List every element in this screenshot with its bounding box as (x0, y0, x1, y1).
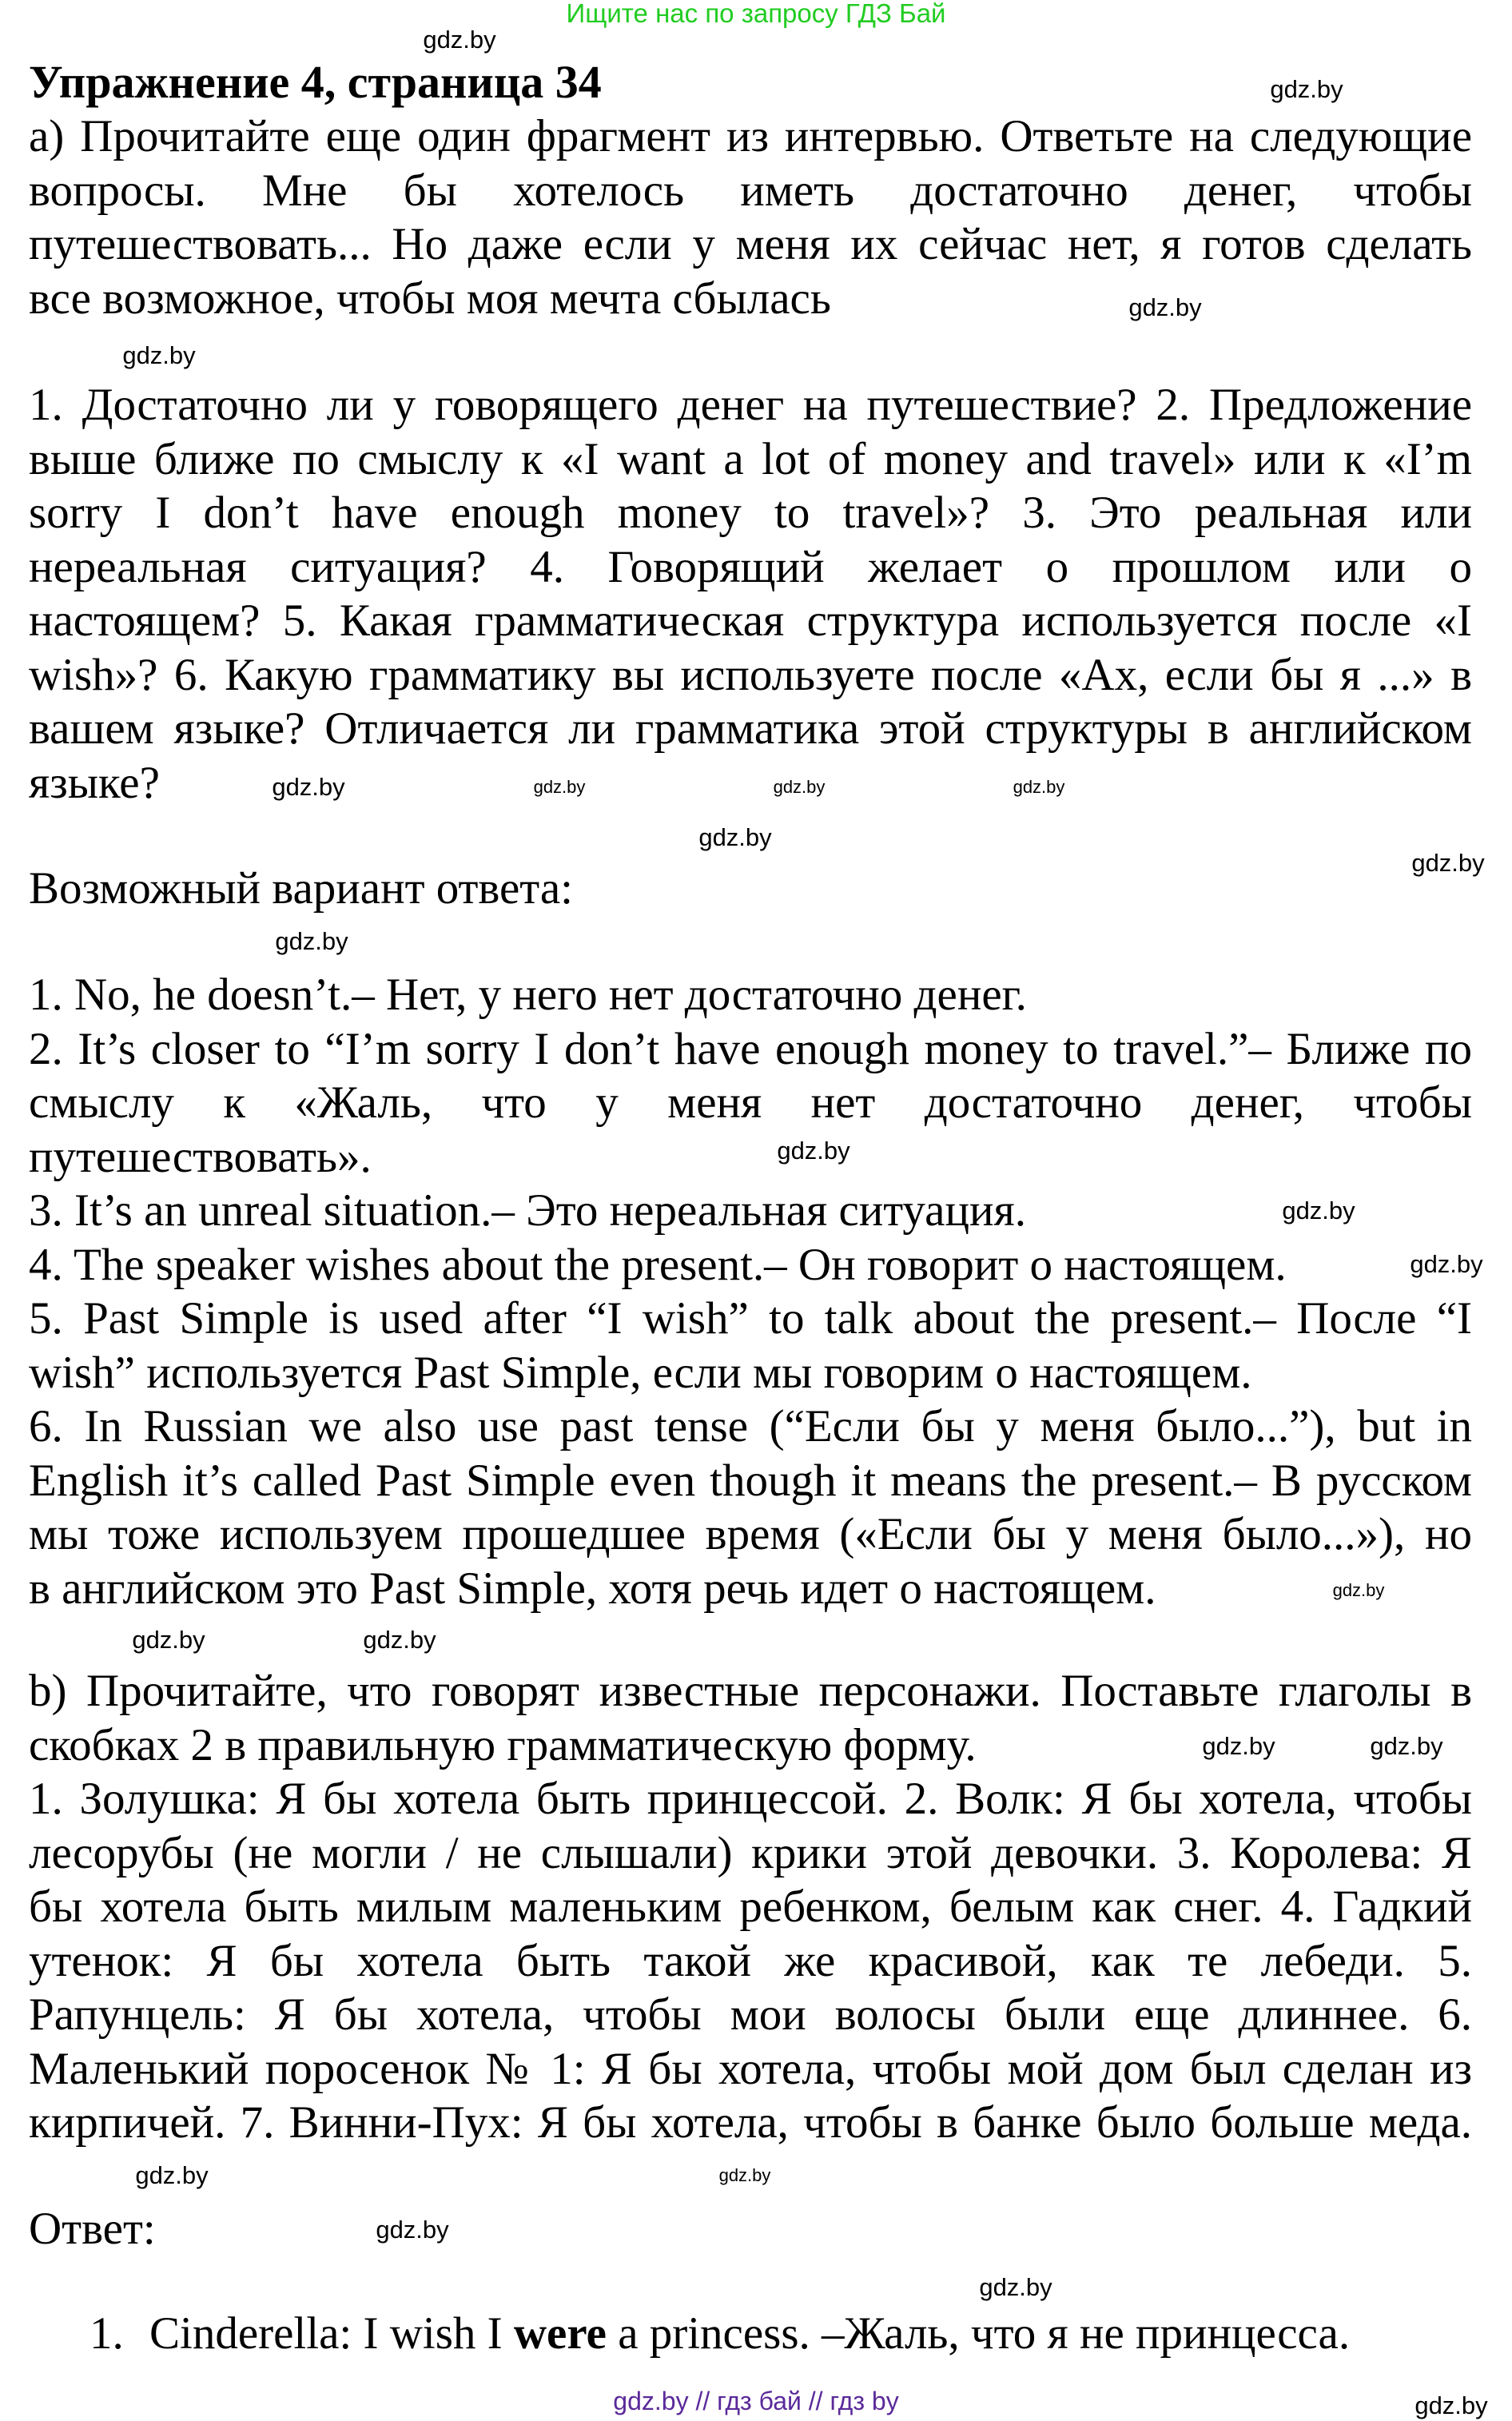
questions-paragraph (29, 378, 1472, 810)
watermark: gdz.by (718, 2165, 771, 2185)
watermark: gdz.by (272, 773, 345, 801)
text-line: wish»? 6. Какую грамматику вы используете после «Ах, если бы я ...» в (29, 649, 1472, 700)
text-line: кирпичей. 7. Винни-Пух: Я бы хотела, чтобы в банке было больше меда. (29, 2097, 1472, 2148)
watermark: gdz.by (135, 2161, 209, 2189)
text-line: путешествовать... Но даже если у меня их сейчас нет, я готов сделать (29, 219, 1472, 269)
text-line: мы тоже используем прошедшее время («Если бы у меня было...»), но (29, 1509, 1472, 1559)
watermark: gdz.by (1410, 1250, 1483, 1278)
text-line: вопросы. Мне бы хотелось иметь достаточно денег, чтобы (29, 165, 1472, 216)
text-line: 4. The speaker wishes about the present.– Он говорит о настоящем. (29, 1239, 1287, 1290)
watermark: gdz.by (363, 1626, 436, 1654)
watermark: gdz.by (1411, 849, 1485, 877)
search-banner[interactable]: Ищите нас по запросу ГДЗ Бай (566, 0, 946, 28)
answer-item (90, 2307, 1350, 2360)
text-line: нереальная ситуация? 4. Говорящий желает о прошлом или о (29, 541, 1472, 592)
watermark: gdz.by (777, 1137, 850, 1165)
task-a-paragraph (29, 110, 1472, 325)
text-line: 2. It’s closer to “I’m sorry I don’t have enough money to travel.”– Ближе по (29, 1023, 1472, 1074)
watermark: gdz.by (132, 1626, 205, 1654)
text-line: English it’s called Past Simple even though it means the present.– В русском (29, 1455, 1472, 1506)
text-line: бы хотела быть милым маленьким ребенком, белым как снег. 4. Гадкий (29, 1881, 1472, 1932)
watermark: gdz.by (533, 777, 586, 797)
watermark: gdz.by (1282, 1197, 1355, 1224)
watermark: gdz.by (1370, 1732, 1443, 1760)
text-line: лесорубы (не могли / не слышали) крики этой девочки. 3. Королева: Я (29, 1827, 1472, 1878)
watermark: gdz.by (1332, 1580, 1385, 1600)
watermark: gdz.by (1415, 2391, 1488, 2419)
text-line: а) Прочитайте еще один фрагмент из интервью. Ответьте на следующие (29, 111, 1472, 161)
watermark: gdz.by (773, 777, 826, 797)
watermark: gdz.by (122, 341, 196, 369)
watermark: gdz.by (275, 927, 348, 955)
answer-label (29, 2202, 1472, 2256)
text-line: b) Прочитайте, что говорят известные персонажи. Поставьте глаголы в (29, 1666, 1472, 1716)
answers-paragraph (29, 968, 1472, 1615)
watermark: gdz.by (423, 26, 496, 54)
answer-item-number: 1. (90, 2308, 124, 2359)
text-line: смыслу к «Жаль, что у меня нет достаточно денег, чтобы (29, 1077, 1472, 1128)
answer-item-translation: a princess. –Жаль, что я не принцесса. (606, 2308, 1351, 2359)
text-line: языке? (29, 757, 160, 808)
text-line: sorry I don’t have enough money to travel»? 3. Это реальная или (29, 488, 1472, 538)
text-line: в английском это Past Simple, хотя речь идет о настоящем. (29, 1563, 1156, 1614)
text-line: Маленький поросенок № 1: Я бы хотела, чтобы мой дом был сделан из (29, 2043, 1472, 2094)
text-line: 3. It’s an unreal situation.– Это нереальная ситуация. (29, 1185, 1026, 1236)
text-line: вашем языке? Отличается ли грамматика этой структуры в английском (29, 703, 1472, 754)
text-line: 1. Достаточно ли у говорящего денег на путешествие? 2. Предложение (29, 380, 1472, 430)
answer-heading (29, 862, 1472, 916)
watermark: gdz.by (1202, 1732, 1275, 1760)
footer-links[interactable]: gdz.by // гдз бай // гдз by (613, 2387, 899, 2415)
text-line: 1. Золушка: Я бы хотела быть принцессой. 2. Волк: Я бы хотела, чтобы (29, 1774, 1472, 1824)
watermark: gdz.by (1128, 293, 1202, 321)
answer-item-text: Cinderella: I wish I (149, 2308, 514, 2359)
text-line: путешествовать». (29, 1131, 372, 1182)
text-line: Рапунцель: Я бы хотела, чтобы мои волосы были еще длиннее. 6. (29, 1989, 1472, 2040)
text-line: Возможный вариант ответа: (29, 863, 574, 914)
answer-item-bold-verb: were (513, 2308, 607, 2359)
text-line: Ответ: (29, 2204, 156, 2254)
page-title: Упражнение 4, страница 34 (29, 56, 602, 108)
text-line: 5. Past Simple is used after “I wish” to talk about the present.– После “I (29, 1293, 1472, 1344)
text-line: утенок: Я бы хотела быть такой же красивой, как те лебеди. 5. (29, 1935, 1472, 1986)
text-line: 1. No, he doesn’t.– Нет, у него нет достаточно денег. (29, 970, 1027, 1020)
text-line: wish” используется Past Simple, если мы говорим о настоящем. (29, 1347, 1252, 1398)
text-line: скобках 2 в правильную грамматическую форму. (29, 1719, 977, 1770)
text-line: все возможное, чтобы моя мечта сбылась (29, 273, 831, 324)
watermark: gdz.by (1013, 777, 1065, 797)
text-line: настоящем? 5. Какая грамматическая структура используется после «I (29, 595, 1472, 646)
text-line: 6. In Russian we also use past tense (“Если бы у меня было...”), but in (29, 1401, 1472, 1451)
watermark: gdz.by (1270, 75, 1343, 103)
watermark: gdz.by (698, 823, 772, 851)
watermark: gdz.by (979, 2273, 1052, 2301)
watermark: gdz.by (376, 2216, 449, 2244)
text-line: выше ближе по смыслу к «I want a lot of money and travel» или к «I’m (29, 433, 1472, 484)
